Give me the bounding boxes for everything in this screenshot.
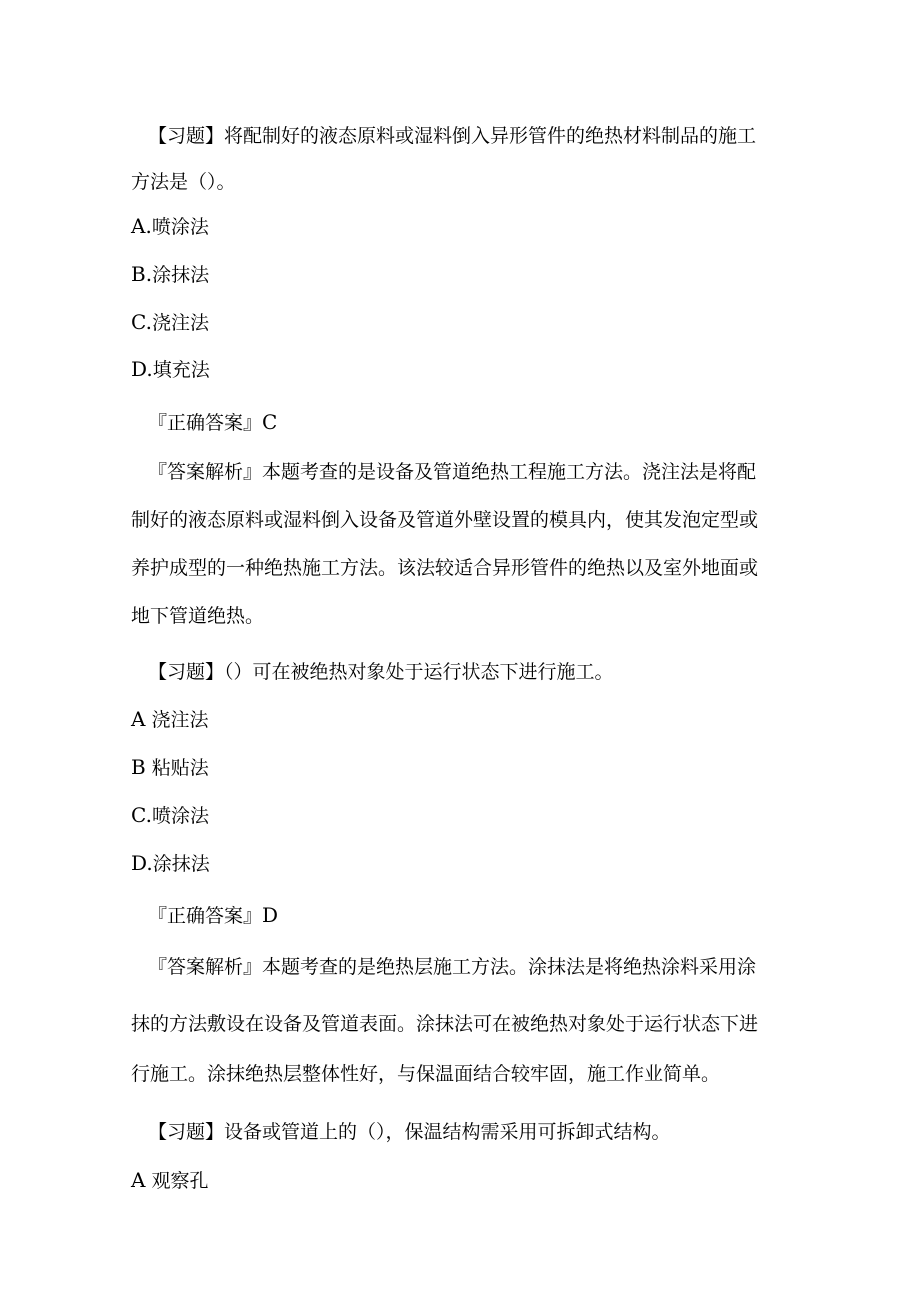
question-2-answer — [148, 903, 278, 928]
question-2-explanation-line-1: 『答案解析』本题考查的是绝热层施工方法。涂抹法是将绝热涂料采用涂 — [148, 956, 757, 978]
question-1-stem-line-1: 【习题】将配制好的液态原料或湿料倒入异形管件的绝热材料制品的施工 — [148, 125, 757, 147]
answer-value: C — [262, 410, 278, 434]
question-1-option-c — [131, 310, 209, 335]
option-text: 填充法 — [152, 359, 210, 381]
option-text: 观察孔 — [151, 1170, 209, 1192]
question-2-explanation-line-3: 行施工。涂抹绝热层整体性好，与保温面结合较牢固，施工作业简单。 — [131, 1063, 721, 1085]
option-letter: B. — [131, 262, 153, 286]
option-letter: D. — [131, 851, 153, 875]
question-2-option-c — [131, 803, 209, 828]
question-1-option-b — [131, 262, 209, 287]
option-letter: B — [131, 755, 146, 779]
option-text: 涂抹法 — [152, 264, 210, 286]
question-2-option-d — [131, 851, 210, 876]
question-2-option-b — [131, 755, 209, 780]
option-text: 浇注法 — [151, 312, 209, 334]
option-letter: C. — [131, 310, 152, 334]
option-letter: A — [131, 1168, 146, 1192]
answer-value: D — [262, 903, 279, 927]
question-1-explanation-line-4: 地下管道绝热。 — [131, 605, 265, 627]
question-1-explanation-line-2: 制好的液态原料或湿料倒入设备及管道外壁设置的模具内，使其发泡定型或 — [131, 509, 759, 531]
question-2-option-a — [131, 707, 209, 732]
question-3-option-a — [131, 1168, 209, 1193]
question-3-stem-line-1: 【习题】设备或管道上的（），保温结构需采用可拆卸式结构。 — [148, 1121, 671, 1143]
answer-label: 『正确答案』 — [148, 412, 263, 434]
question-1-explanation-line-1: 『答案解析』本题考查的是设备及管道绝热工程施工方法。浇注法是将配 — [148, 461, 757, 483]
question-1-stem-line-2: 方法是（）。 — [131, 171, 236, 193]
option-text: 涂抹法 — [152, 853, 210, 875]
question-2-explanation-line-2: 抹的方法敷设在设备及管道表面。涂抹法可在被绝热对象处于运行状态下进 — [131, 1013, 759, 1035]
option-letter: A — [131, 707, 146, 731]
question-1-option-a — [131, 214, 209, 239]
option-text: 喷涂法 — [151, 216, 209, 238]
question-2-stem-line-1: 【习题】（）可在被绝热对象处于运行状态下进行施工。 — [148, 661, 614, 683]
question-1-explanation-line-3: 养护成型的一种绝热施工方法。该法较适合异形管件的绝热以及室外地面或 — [131, 557, 759, 579]
option-letter: A. — [131, 214, 152, 238]
answer-label: 『正确答案』 — [148, 905, 263, 927]
option-letter: C. — [131, 803, 152, 827]
option-text: 粘贴法 — [151, 757, 209, 779]
question-1-option-d — [131, 357, 210, 382]
option-letter: D. — [131, 357, 153, 381]
question-1-answer — [148, 410, 277, 435]
option-text: 浇注法 — [151, 709, 209, 731]
option-text: 喷涂法 — [151, 805, 209, 827]
